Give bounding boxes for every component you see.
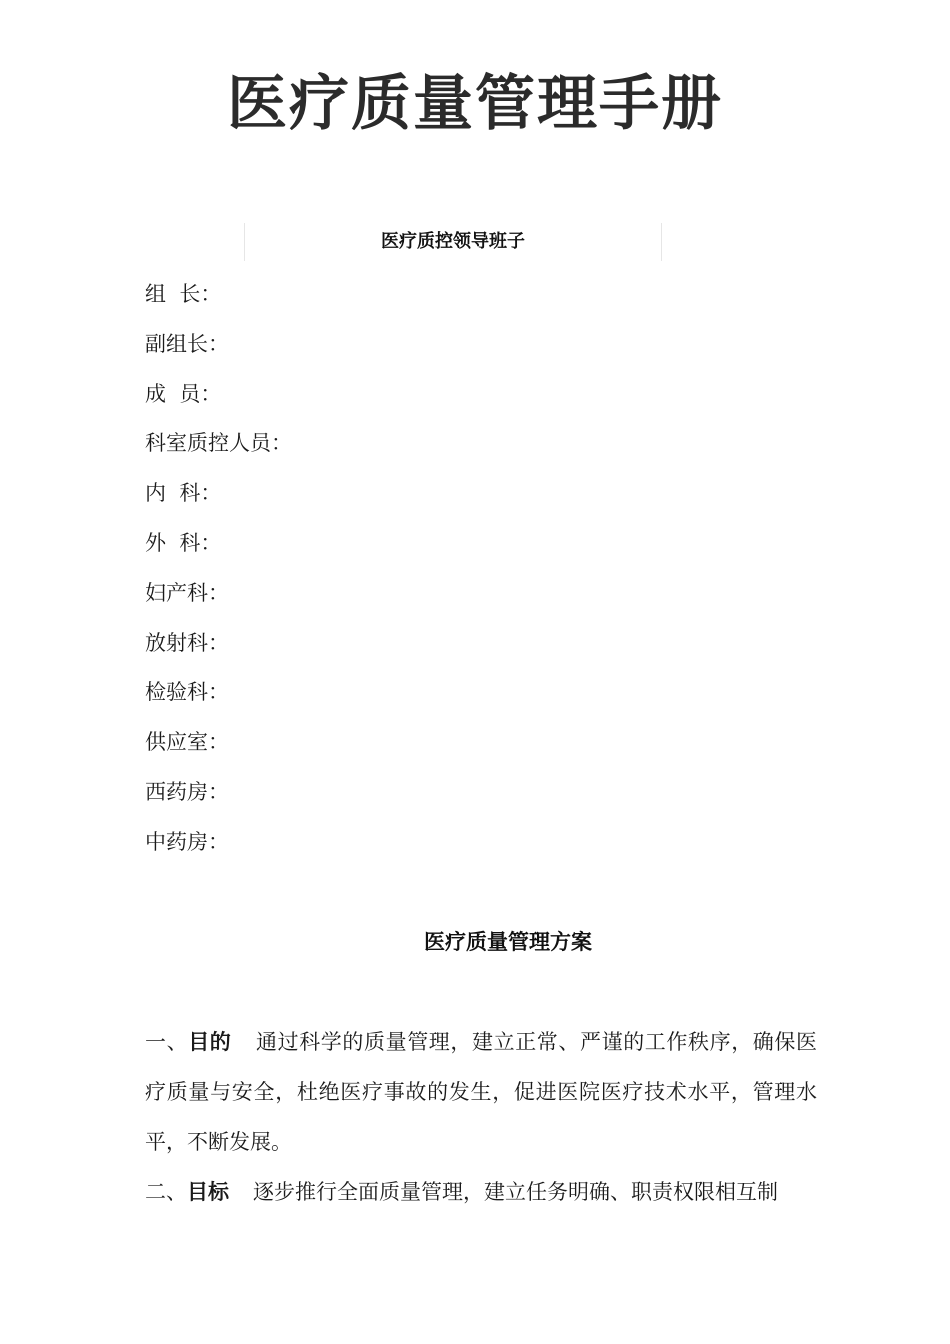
plan-paragraph-goal (145, 1167, 817, 1218)
roster-item-deputy-leader: 副组长： (145, 331, 229, 356)
paragraph-text: 通过科学的质量管理，建立正常、严谨的工作秩序，确保医疗质量与安全，杜绝医疗事故的发生，促进医院医疗技术水平，管理水平，不断发展。 (145, 1030, 818, 1154)
leadership-section-title: 医疗质控领导班子 (381, 231, 525, 252)
roster-item-surgery: 外 科： (145, 530, 222, 555)
roster-item-chinese-pharmacy: 中药房： (145, 829, 229, 854)
roster-item-leader: 组 长： (145, 282, 222, 306)
paragraph-number: 二、 (145, 1180, 187, 1205)
roster-item-members: 成 员： (145, 381, 222, 406)
roster-item-obstetrics-gynecology: 妇产科： (145, 580, 229, 605)
roster-item-supply-room: 供应室： (145, 730, 229, 755)
document-title: 医疗质量管理手册 (227, 69, 723, 139)
leadership-roster (145, 270, 815, 868)
roster-item-western-pharmacy: 西药房： (145, 779, 229, 804)
roster-item-internal-medicine: 内 科： (145, 481, 222, 506)
leadership-section-header (244, 223, 662, 261)
roster-item-radiology: 放射科： (145, 630, 229, 655)
plan-paragraph-purpose (145, 1017, 817, 1167)
plan-section-title: 医疗质量管理方案 (424, 929, 592, 954)
paragraph-heading: 目的 (188, 1029, 232, 1054)
roster-item-department-qc-staff: 科室质控人员： (145, 431, 292, 456)
paragraph-number: 一、 (145, 1030, 189, 1054)
plan-body (145, 1017, 817, 1218)
paragraph-text: 逐步推行全面质量管理，建立任务明确、职责权限相互制 (253, 1180, 778, 1205)
roster-item-laboratory: 检验科： (145, 680, 229, 705)
paragraph-heading: 目标 (187, 1179, 229, 1205)
